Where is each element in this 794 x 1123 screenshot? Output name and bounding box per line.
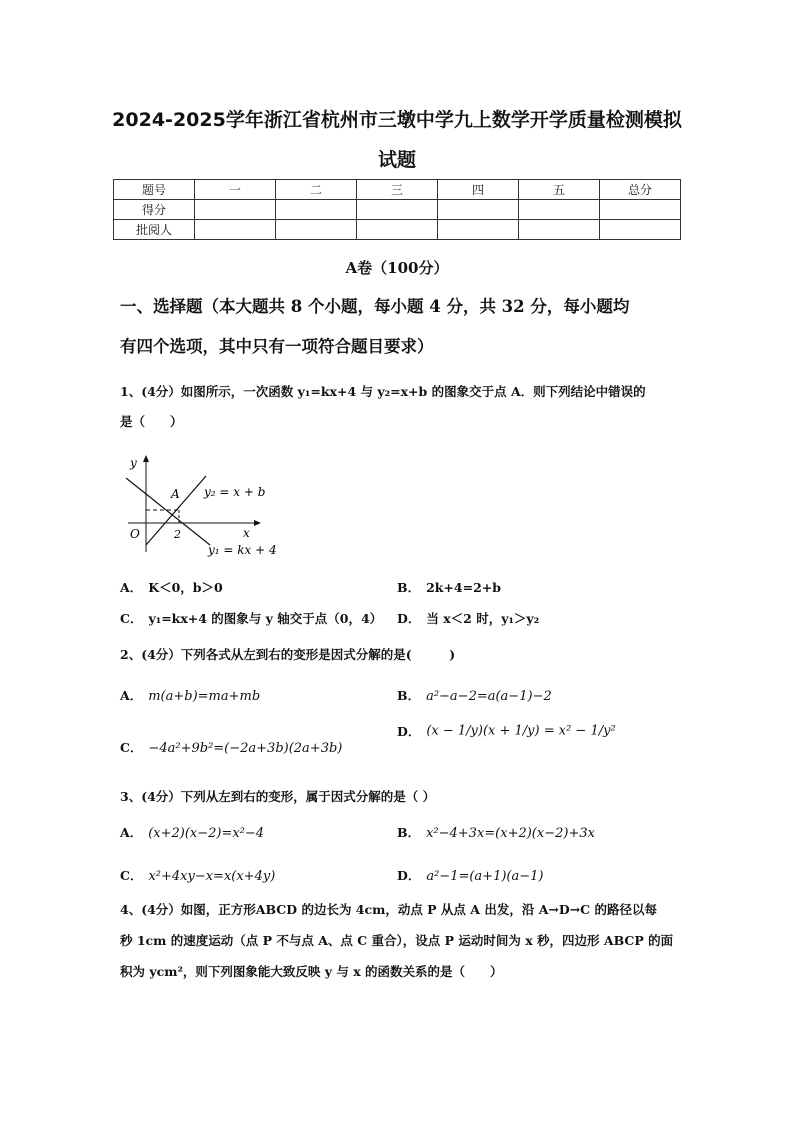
q3-option-c: C． x²+4xy−x=x(x+4y) — [120, 868, 276, 884]
q2-option-b-text: a²−a−2=a(a−1)−2 — [426, 689, 552, 704]
question-1-figure — [118, 452, 288, 562]
origin-label: O — [130, 527, 140, 541]
reviewer-cell — [195, 220, 276, 240]
q3-option-b-text: x²−4+3x=(x+2)(x−2)+3x — [426, 826, 595, 841]
q2-option-c-text: −4a²+9b²=(−2a+3b)(2a+3b) — [148, 741, 343, 756]
row-label: 批阅人 — [114, 220, 195, 240]
score-cell — [438, 200, 519, 220]
line-y1-label: y₁ = kx + 4 — [208, 543, 277, 557]
q1-option-a-text: K＜0，b＞0 — [148, 580, 223, 595]
question-4-line-1: 4、(4分）如图，正方形ABCD 的边长为 4cm，动点 P 从点 A 出发，沿 A→D→C 的路径以每 — [120, 902, 657, 917]
q3-option-d: D． a²−1=(a+1)(a−1) — [397, 868, 544, 884]
reviewer-cell — [357, 220, 438, 240]
q1-option-c: C． y₁=kx+4 的图象与 y 轴交于点（0，4） — [120, 611, 383, 626]
section-heading-line-1: 一、选择题（本大题共 8 个小题，每小题 4 分，共 32 分，每小题均 — [120, 297, 630, 316]
page-title-line-1: 2024-2025学年浙江省杭州市三墩中学九上数学开学质量检测模拟 — [112, 109, 682, 131]
q1-option-a: A． K＜0，b＞0 — [120, 580, 223, 595]
q2-option-a-text: m(a+b)=ma+mb — [148, 689, 261, 704]
q1-option-c-text: y₁=kx+4 的图象与 y 轴交于点（0，4） — [148, 611, 383, 626]
score-cell — [276, 200, 357, 220]
question-3-stem: 3、(4分）下列从左到右的变形，属于因式分解的是（ ） — [120, 789, 436, 804]
tick-2-label: 2 — [174, 528, 181, 541]
question-4-line-2: 秒 1cm 的速度运动（点 P 不与点 A、点 C 重合），设点 P 运动时间为 x 秒，四边形 ABCP 的面 — [120, 933, 674, 948]
score-row — [114, 200, 681, 220]
question-4-line-3: 积为 ycm²，则下列图象能大致反映 y 与 x 的函数关系的是（ ） — [120, 964, 503, 979]
reviewer-cell — [276, 220, 357, 240]
question-1-line-2: 是（ ） — [120, 414, 183, 429]
point-a-label: A — [171, 487, 180, 501]
header-cell: 总分 — [600, 180, 681, 200]
q3-option-c-text: x²+4xy−x=x(x+4y) — [148, 869, 276, 884]
q3-option-b: B． x²−4+3x=(x+2)(x−2)+3x — [397, 825, 595, 841]
q2-option-a: A． m(a+b)=ma+mb — [120, 688, 261, 704]
reviewer-cell — [600, 220, 681, 240]
score-cell — [600, 200, 681, 220]
question-2-stem: 2、(4分）下列各式从左到右的变形是因式分解的是( ) — [120, 647, 456, 662]
row-label: 得分 — [114, 200, 195, 220]
question-1-line-1: 1、(4分）如图所示，一次函数 y₁=kx+4 与 y₂=x+b 的图象交于点 A．则下列结论中错误的 — [120, 384, 646, 399]
header-cell: 四 — [438, 180, 519, 200]
q3-option-a-text: (x+2)(x−2)=x²−4 — [148, 826, 265, 841]
q2-option-c: C． −4a²+9b²=(−2a+3b)(2a+3b) — [120, 740, 343, 756]
header-cell: 一 — [195, 180, 276, 200]
reviewer-cell — [519, 220, 600, 240]
reviewer-cell — [438, 220, 519, 240]
reviewer-row — [114, 220, 681, 240]
page-title-line-2: 试题 — [377, 149, 416, 171]
score-cell — [519, 200, 600, 220]
header-cell: 五 — [519, 180, 600, 200]
q2-option-b: B． a²−a−2=a(a−1)−2 — [397, 688, 552, 704]
score-table-header-row — [114, 180, 681, 200]
line-y2-label: y₂ = x + b — [204, 485, 266, 499]
q3-option-a: A． (x+2)(x−2)=x²−4 — [120, 825, 265, 841]
x-axis-label: x — [243, 526, 250, 540]
score-cell — [195, 200, 276, 220]
y-axis-label: y — [130, 456, 137, 470]
q1-option-b-text: 2k+4=2+b — [426, 580, 501, 595]
q1-option-d-text: 当 x＜2 时，y₁＞y₂ — [426, 611, 540, 626]
volume-heading: A卷（100分） — [345, 259, 449, 277]
score-table — [113, 179, 681, 240]
section-heading-line-2: 有四个选项，其中只有一项符合题目要求） — [120, 337, 434, 356]
header-cell: 二 — [276, 180, 357, 200]
score-cell — [357, 200, 438, 220]
q2-option-d: D． (x − 1/y)(x + 1/y) = x² − 1/y² — [397, 723, 616, 739]
q1-option-d: D． 当 x＜2 时，y₁＞y₂ — [397, 611, 540, 626]
q3-option-d-text: a²−1=(a+1)(a−1) — [426, 869, 544, 884]
q2-option-d-text: (x − 1/y)(x + 1/y) = x² − 1/y² — [426, 723, 616, 739]
header-cell: 题号 — [114, 180, 195, 200]
q1-option-b: B． 2k+4=2+b — [397, 580, 501, 595]
header-cell: 三 — [357, 180, 438, 200]
